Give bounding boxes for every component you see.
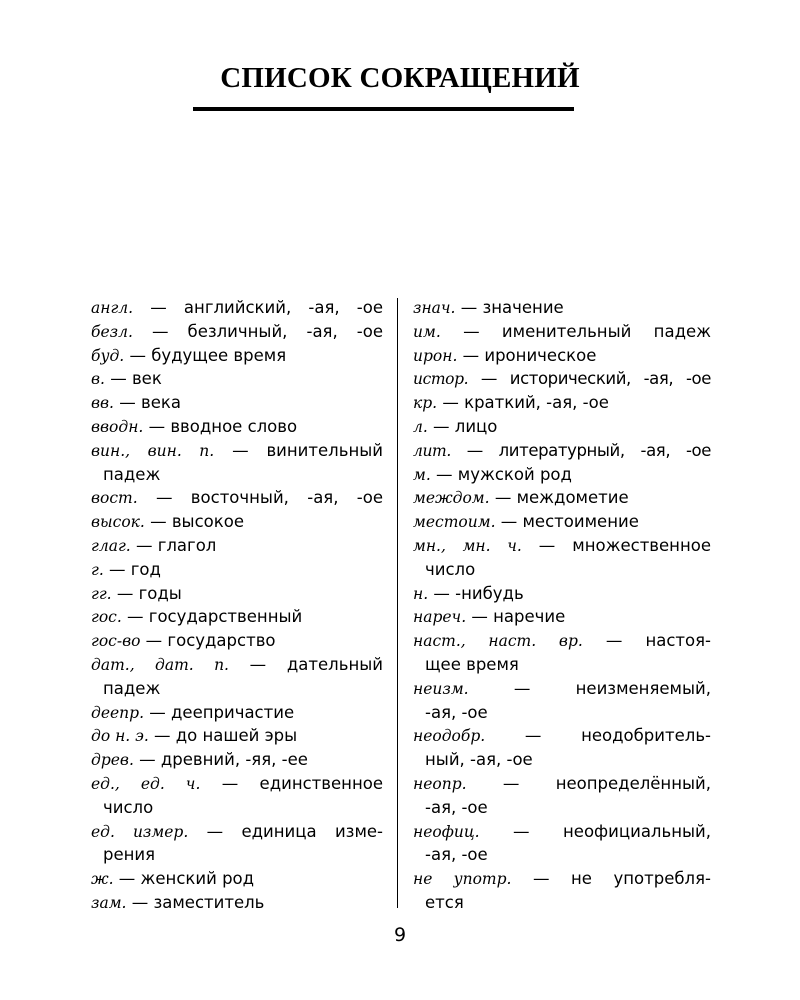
entry-line bbox=[413, 415, 711, 439]
definition: — безличный, -ая, -ое bbox=[132, 321, 383, 341]
entry-line bbox=[91, 748, 383, 772]
entry-line bbox=[91, 558, 383, 582]
definition: — государство bbox=[140, 631, 276, 651]
abbreviation: ирон. bbox=[413, 346, 458, 365]
entry-line bbox=[91, 510, 383, 534]
abbreviation: м. bbox=[413, 465, 431, 484]
definition: — неофициальный, bbox=[479, 821, 711, 841]
abbreviation: гос. bbox=[91, 608, 122, 627]
entry-line bbox=[91, 772, 383, 796]
definition: — -нибудь bbox=[428, 583, 524, 603]
entry-line bbox=[413, 320, 711, 344]
entry-line bbox=[91, 344, 383, 368]
definition: — высокое bbox=[144, 512, 244, 532]
page-number: 9 bbox=[393, 924, 407, 946]
abbreviation: вост. bbox=[91, 489, 138, 508]
entry-line bbox=[91, 629, 383, 653]
entry-line bbox=[413, 772, 711, 796]
definition: — местоимение bbox=[495, 512, 639, 532]
abbreviation: кр. bbox=[413, 394, 438, 413]
definition: — неизменяемый, bbox=[468, 678, 711, 698]
definition: — восточный, -ая, -ое bbox=[137, 488, 383, 508]
abbreviation: истор. bbox=[413, 370, 469, 389]
entry-line bbox=[91, 320, 383, 344]
abbreviation: л. bbox=[413, 417, 428, 436]
abbreviation: местоим. bbox=[413, 513, 496, 532]
abbreviation-column-right bbox=[413, 296, 711, 915]
entry-continuation: падеж bbox=[103, 678, 161, 698]
entry-line bbox=[91, 891, 383, 915]
entry-line bbox=[413, 344, 711, 368]
definition: — значение bbox=[455, 298, 564, 317]
abbreviation: древ. bbox=[91, 751, 134, 770]
abbreviation: г. bbox=[91, 560, 104, 579]
abbreviation: н. bbox=[413, 584, 429, 603]
entry-line bbox=[91, 367, 383, 391]
entry-continuation: -ая, -ое bbox=[425, 702, 488, 722]
definition: — единица изме- bbox=[188, 821, 383, 841]
entry-line bbox=[91, 415, 383, 439]
definition: — не употребля- bbox=[511, 869, 711, 889]
entry-line bbox=[91, 534, 383, 558]
abbreviation: вв. bbox=[91, 394, 114, 413]
entry-line bbox=[91, 867, 383, 891]
entry-line bbox=[413, 582, 711, 606]
definition: — древний, -яя, -ее bbox=[133, 750, 308, 770]
abbreviation: в. bbox=[91, 370, 105, 389]
definition: — множественное bbox=[521, 535, 712, 555]
abbreviation: неизм. bbox=[413, 679, 469, 698]
entry-continuation: падеж bbox=[103, 464, 161, 484]
definition: — настоя- bbox=[582, 631, 711, 651]
definition: — междометие bbox=[489, 488, 629, 508]
entry-line bbox=[413, 534, 711, 558]
title-underline bbox=[193, 107, 574, 111]
definition: — литературный, -ая, -ое bbox=[450, 440, 711, 460]
definition: — годы bbox=[111, 583, 182, 603]
abbreviation: гос-во bbox=[91, 632, 141, 651]
abbreviation: ед., ед. ч. bbox=[91, 774, 201, 793]
abbreviation: зам. bbox=[91, 893, 127, 912]
entry-line bbox=[413, 463, 711, 487]
definition: — государственный bbox=[121, 607, 303, 627]
abbreviation: ед. измер. bbox=[91, 822, 189, 841]
abbreviation: неодобр. bbox=[413, 727, 486, 746]
entry-line bbox=[413, 367, 711, 391]
definition: — ироническое bbox=[457, 345, 597, 365]
definition: — будущее время bbox=[124, 345, 287, 365]
entry-line bbox=[413, 867, 711, 891]
abbreviation: неопр. bbox=[413, 774, 467, 793]
entry-continuation: ется bbox=[425, 892, 464, 912]
entry-line bbox=[413, 629, 711, 653]
entry-line bbox=[91, 391, 383, 415]
abbreviation: лит. bbox=[413, 441, 451, 460]
entry-line bbox=[91, 820, 383, 844]
entry-line bbox=[413, 486, 711, 510]
definition: — женский род bbox=[113, 869, 255, 889]
entry-line bbox=[91, 439, 383, 463]
definition: — мужской род bbox=[430, 464, 572, 484]
entry-continuation: ный, -ая, -ое bbox=[425, 750, 533, 770]
abbreviation: буд. bbox=[91, 346, 125, 365]
entry-line bbox=[91, 296, 383, 320]
definition: — деепричастие bbox=[144, 702, 295, 722]
definition: — до нашей эры bbox=[148, 726, 298, 746]
definition: — глагол bbox=[130, 535, 217, 555]
entry-continuation: число bbox=[103, 797, 154, 817]
entry-line bbox=[413, 820, 711, 844]
entry-line bbox=[413, 510, 711, 534]
abbreviation: безл. bbox=[91, 322, 133, 341]
abbreviation: вин., вин. п. bbox=[91, 441, 215, 460]
abbreviation: неофиц. bbox=[413, 822, 480, 841]
definition: — английский, -ая, -ое bbox=[133, 298, 383, 317]
abbreviation: высок. bbox=[91, 513, 145, 532]
abbreviation: междом. bbox=[413, 489, 490, 508]
abbreviation: им. bbox=[413, 322, 441, 341]
entry-line bbox=[91, 582, 383, 606]
definition: — краткий, -ая, -ое bbox=[437, 393, 609, 413]
abbreviation: англ. bbox=[91, 299, 134, 317]
definition: — исторический, -ая, -ое bbox=[468, 369, 711, 389]
definition: — века bbox=[113, 393, 181, 413]
definition: — лицо bbox=[427, 416, 498, 436]
entry-line bbox=[413, 296, 711, 320]
definition: — именительный падеж bbox=[440, 321, 711, 341]
abbreviation: гг. bbox=[91, 584, 112, 603]
column-divider bbox=[397, 298, 398, 908]
definition: — наречие bbox=[466, 607, 566, 627]
abbreviation: нареч. bbox=[413, 608, 467, 627]
entry-continuation: рения bbox=[103, 845, 156, 865]
entry-continuation: число bbox=[425, 559, 476, 579]
definition: — единственное bbox=[200, 773, 383, 793]
entry-line bbox=[91, 605, 383, 629]
entry-continuation: -ая, -ое bbox=[425, 845, 488, 865]
entry-line bbox=[91, 486, 383, 510]
entry-continuation: -ая, -ое bbox=[425, 797, 488, 817]
definition: — дательный bbox=[228, 654, 383, 674]
abbreviation: мн., мн. ч. bbox=[413, 536, 522, 555]
definition: — вводное слово bbox=[143, 416, 298, 436]
definition: — век bbox=[104, 369, 162, 389]
definition: — винительный bbox=[214, 440, 383, 460]
abbreviation: не употр. bbox=[413, 870, 512, 889]
abbreviation: знач. bbox=[413, 299, 456, 317]
entry-line bbox=[413, 391, 711, 415]
definition: — год bbox=[103, 559, 161, 579]
abbreviation: наст., наст. вр. bbox=[413, 632, 583, 651]
entry-continuation: щее время bbox=[425, 654, 519, 674]
abbreviation-column-left bbox=[91, 296, 383, 915]
entry-line bbox=[413, 724, 711, 748]
entry-line bbox=[91, 701, 383, 725]
entry-line bbox=[91, 653, 383, 677]
definition: — заместитель bbox=[126, 892, 265, 912]
abbreviation: ж. bbox=[91, 870, 114, 889]
entry-line bbox=[413, 605, 711, 629]
entry-line bbox=[413, 677, 711, 701]
abbreviation: глаг. bbox=[91, 536, 131, 555]
abbreviation: вводн. bbox=[91, 417, 144, 436]
definition: — неодобритель- bbox=[485, 726, 711, 746]
abbreviation: до н. э. bbox=[91, 727, 149, 746]
abbreviation: дат., дат. п. bbox=[91, 655, 229, 674]
entry-line bbox=[91, 724, 383, 748]
entry-line bbox=[413, 439, 711, 463]
page-title: СПИСОК СОКРАЩЕНИЙ bbox=[220, 62, 580, 94]
abbreviation: деепр. bbox=[91, 703, 145, 722]
definition: — неопределённый, bbox=[466, 773, 711, 793]
